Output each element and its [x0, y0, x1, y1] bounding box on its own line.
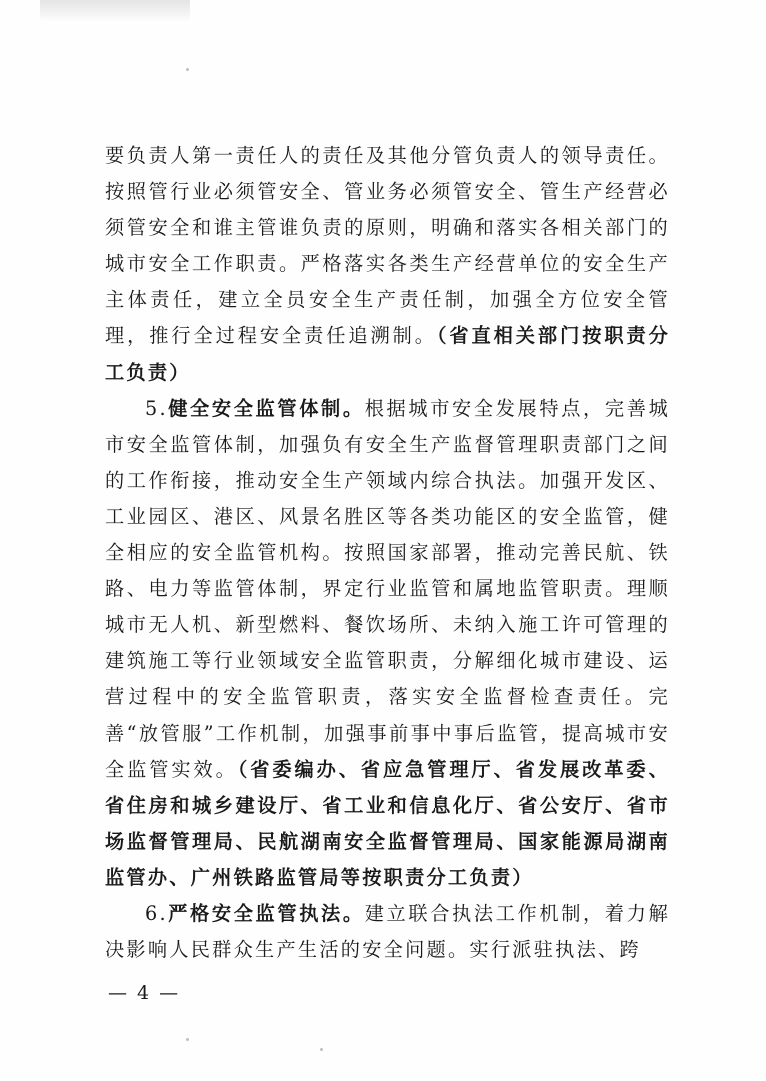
responsibility-note: （省委编办、省应急管理厅、省发展改革委、省住房和城乡建设厅、省工业和信息化厅、省公安厅、省市场监督管理局、民航湖南安全监督管理局、国家能源局湖南监管办、广州铁路监管局等按职责分工负责） [105, 757, 671, 889]
item-heading: 严格安全监管执法。 [167, 901, 365, 925]
paragraph-text: 根据城市安全发展特点，完善城市安全监管体制，加强负有安全生产监督管理职责部门之间的工作衔接，推动安全生产领域内综合执法。加强开发区、工业园区、港区、风景名胜区等各类功能区的安全监管，健全相应的安全监管机构。按照国家部署，推动完善民航、铁路、电力等监管体制，界定行业监管和属地监管职责。理顺城市无人机、新型燃料、餐饮场所、未纳入施工许可管理的建筑施工等行业领域安全监管职责，分解细化城市建设、运营过程中的安全监管职责，落实安全监督检查责任。完善“放管服”工作机制，加强事前事中事后监管，提高城市安全监管实效。 [105, 396, 671, 781]
scan-dust-dot [186, 1038, 189, 1041]
paragraph-item-6 [105, 896, 670, 968]
scan-dust-dot [320, 1048, 323, 1051]
scan-dust-dot [186, 68, 189, 71]
paragraph-text: 建立联合执法工作机制，着力解决影响人民群众生产生活的安全问题。实行派驻执法、跨 [105, 901, 671, 962]
scan-edge-mark [40, 0, 190, 22]
page-number: — 4 — [108, 982, 181, 1004]
responsibility-note: （省直相关部门按职责分工负责） [105, 324, 671, 384]
paragraph-continuation [105, 138, 670, 391]
document-body [105, 138, 670, 968]
item-number: 6. [145, 901, 168, 925]
paragraph-text: 要负责人第一责任人的责任及其他分管负责人的领导责任。按照管行业必须管安全、管业务必须管安全、管生产经营必须管安全和谁主管谁负责的原则，明确和落实各相关部门的城市安全工作职责。严格落实各类生产经营单位的安全生产主体责任，建立全员安全生产责任制，加强全方位安全管理，推行全过程安全责任追溯制。 [105, 144, 670, 348]
item-number: 5. [145, 396, 168, 420]
item-heading: 健全安全监管体制。 [167, 396, 365, 420]
paragraph-item-5 [105, 391, 670, 896]
